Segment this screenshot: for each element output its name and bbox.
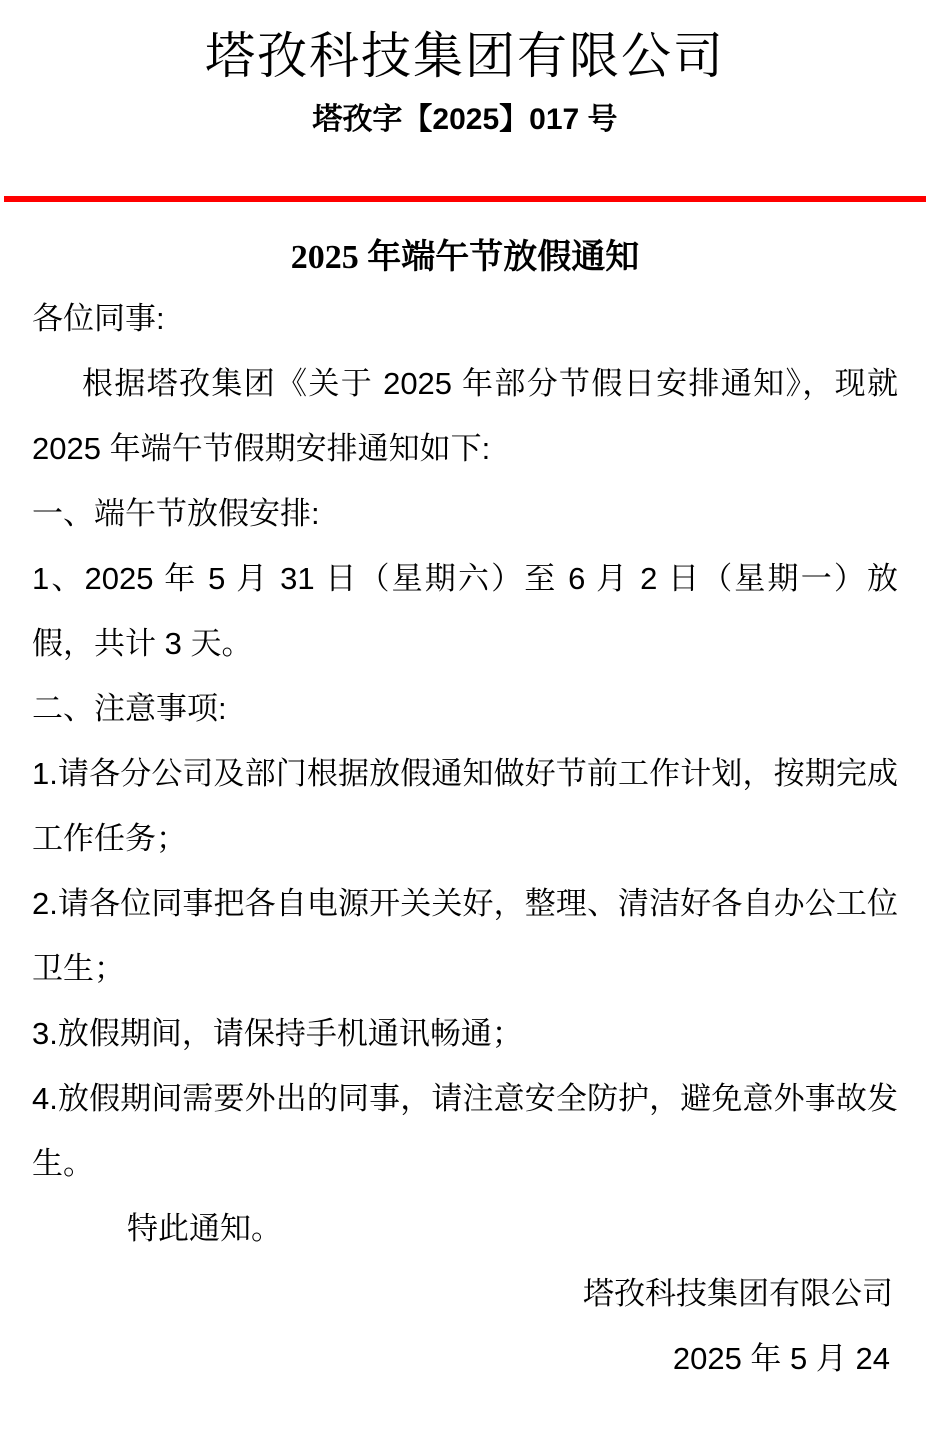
notice-title: 2025 年端午节放假通知 (290, 239, 640, 276)
section2-heading: 二、注意事项: (32, 691, 227, 726)
notice-item-1: 1.请各分公司及部门根据放假通知做好节前工作计划，按期完成工作任务； (32, 756, 898, 856)
notice-item-3: 3.放假期间，请保持手机通讯畅通； (32, 1016, 523, 1051)
company-name: 塔孜科技集团有限公司 (205, 28, 725, 84)
red-divider-line (4, 196, 926, 202)
signature-date: 2025 年 5 月 24 (672, 1341, 890, 1376)
intro-paragraph: 根据塔孜集团《关于 2025 年部分节假日安排通知》，现就 2025 年端午节假期安排通知如下: (32, 366, 898, 466)
document-number: 塔孜字【2025】017 号 (312, 103, 618, 136)
notice-item-4: 4.放假期间需要外出的同事，请注意安全防护，避免意外事故发生。 (32, 1081, 898, 1181)
document-header (0, 0, 930, 138)
holiday-arrangement-item: 1、2025 年 5 月 31 日（星期六）至 6 月 2 日（星期一）放假，共计 3 天。 (32, 561, 898, 661)
closing-note: 特此通知。 (127, 1211, 282, 1246)
notice-body (0, 286, 930, 1391)
notice-item-2: 2.请各位同事把各自电源开关关好，整理、清洁好各自办公工位卫生； (32, 886, 898, 986)
section1-heading: 一、端午节放假安排: (32, 496, 320, 531)
signature-company: 塔孜科技集团有限公司 (583, 1276, 893, 1311)
salutation: 各位同事: (32, 301, 165, 336)
